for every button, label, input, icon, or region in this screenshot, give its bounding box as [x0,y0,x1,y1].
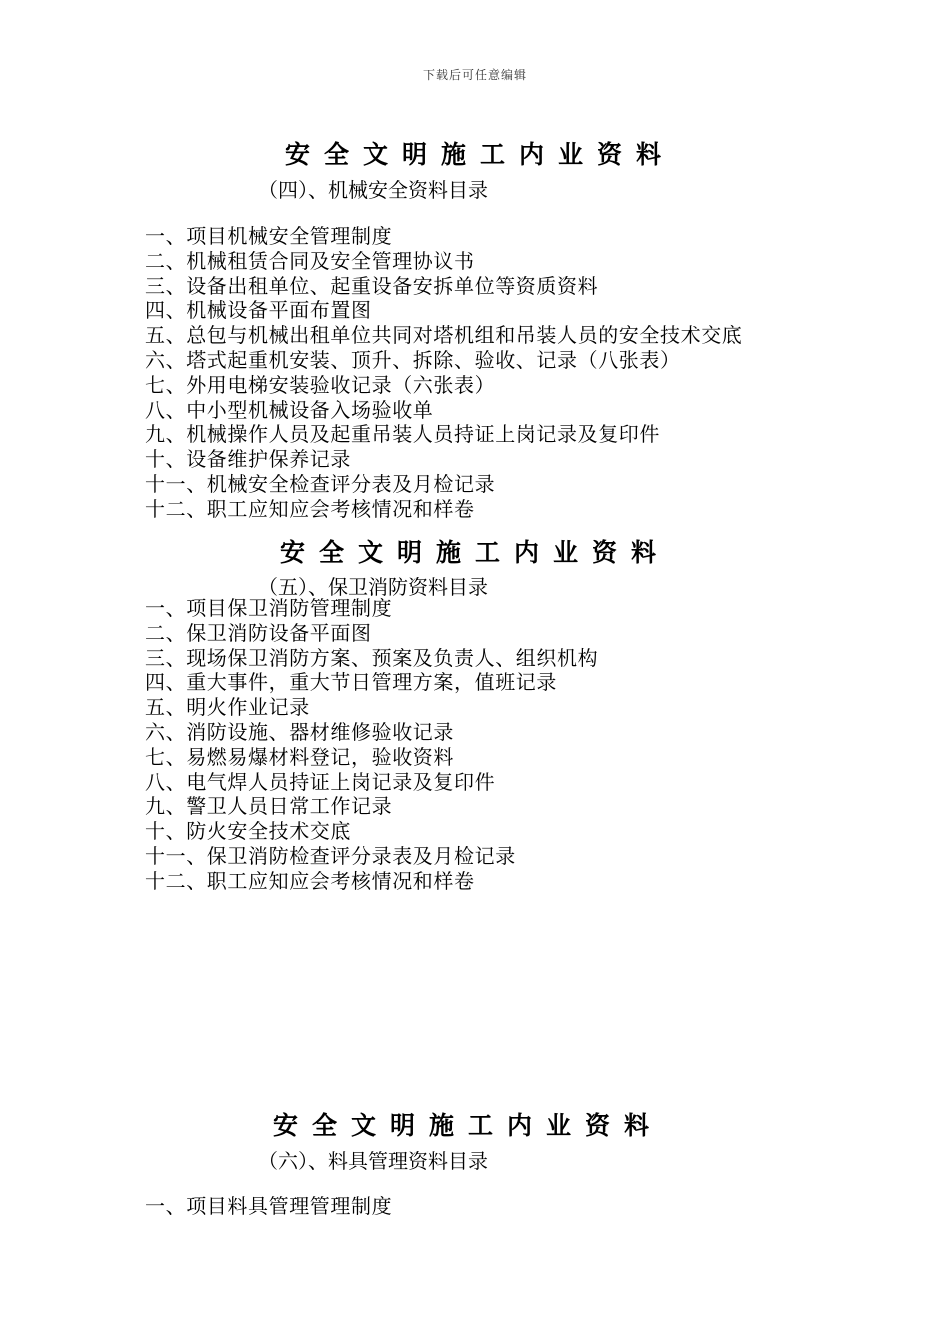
list-item: 一、项目保卫消防管理制度 [145,596,393,620]
list-item: 六、消防设施、器材维修验收记录 [145,719,454,744]
list-item: 四、重大事件，重大节日管理方案，值班记录 [145,670,557,695]
list-item: 九、警卫人员日常工作记录 [145,794,393,819]
page-header-note: 下载后可任意编辑 [422,68,527,82]
list-item: 二、保卫消防设备平面图 [145,620,372,645]
list-item: 五、明火作业记录 [145,695,310,720]
list-item: 九、机械操作人员及起重吊装人员持证上岗记录及复印件 [145,422,660,447]
list-item: 七、易燃易爆材料登记，验收资料 [145,744,454,769]
section-5-subtitle: （五）、保卫消防资料目录 [258,575,488,599]
list-item: 五、总包与机械出租单位共同对塔机组和吊装人员的安全技术交底 [145,323,743,348]
list-item: 八、电气焊人员持证上岗记录及复印件 [145,769,496,794]
list-item: 二、机械租赁合同及安全管理协议书 [145,248,475,273]
section-6-title: 安全文明施工内业资料 [272,1111,663,1140]
list-item: 三、现场保卫消防方案、预案及负责人、组织机构 [145,645,599,670]
list-item: 四、机械设备平面布置图 [145,298,372,323]
list-item: 十、防火安全技术交底 [145,819,351,844]
list-item: 八、中小型机械设备入场验收单 [145,397,434,422]
section-5-list [145,596,598,894]
list-item: 十二、职工应知应会考核情况和样卷 [145,496,475,521]
section-6-list [145,1194,392,1219]
section-4-list [145,224,742,522]
list-item: 十、设备维护保养记录 [145,447,351,472]
list-item: 十一、保卫消防检查评分录表及月检记录 [145,843,516,868]
list-item: 六、塔式起重机安装、顶升、拆除、验收、记录（八张表） [145,347,681,372]
list-item: 一、项目料具管理管理制度 [145,1194,393,1218]
list-item: 三、设备出租单位、起重设备安拆单位等资质资料 [145,273,599,298]
list-item: 十二、职工应知应会考核情况和样卷 [145,868,475,893]
list-item: 十一、机械安全检查评分表及月检记录 [145,471,496,496]
section-5-title: 安全文明施工内业资料 [279,538,670,567]
section-4-subtitle: （四）、机械安全资料目录 [258,178,488,202]
list-item: 一、项目机械安全管理制度 [145,224,393,248]
list-item: 七、外用电梯安装验收记录（六张表） [145,372,496,397]
section-6-subtitle: （六）、料具管理资料目录 [258,1149,488,1173]
section-4-title: 安全文明施工内业资料 [284,140,675,169]
